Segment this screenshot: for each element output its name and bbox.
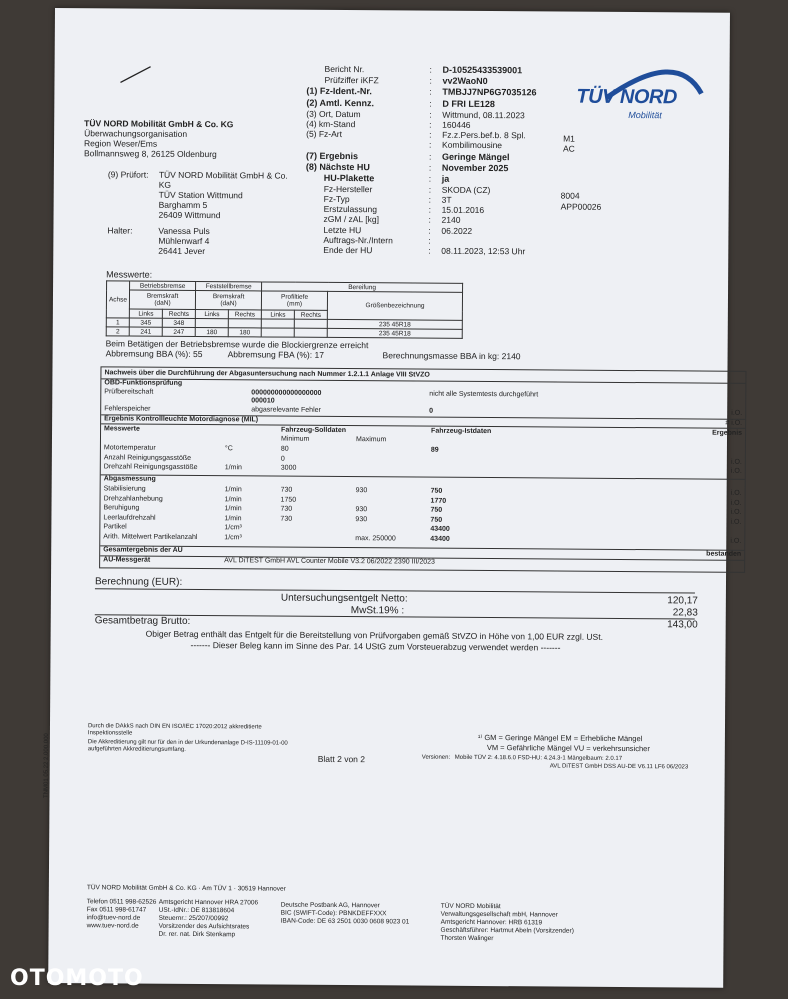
dakks-line2: Inspektionsstelle — [87, 730, 133, 737]
h-rechts: Rechts — [294, 310, 327, 319]
h-bremskraft-2: Bremskraft (daN) — [195, 290, 261, 309]
footer-org: TÜV NORD Mobilität GmbH & Co. KG · Am TÜV 1 · 30519 Hannover — [86, 884, 286, 893]
logo-arc-icon — [596, 58, 716, 104]
pb-note: nicht alle Systemtests durchgeführt — [429, 390, 539, 399]
au-messwerte: Messwerte — [104, 425, 140, 433]
report-header: Bericht Nr. : D-10525433539001 Prüfziffer iKFZ : vv2WaoN0 (1) Fz-Ident.-Nr. : TMBJJ7NP6G7035126 (2) Amtl. Kennz. : D FRI LE128 (3) Ort, Datum : Wittmund, 08.11.2023 (4) km-Stand : 160446 (5) Fz-Art : Fz.z.Pers.bef.b. 8 Spl. : Kombilimousine (7) Ergebnis : Geringe Mängel (8) Nächste HU : November 2025 HU-Plakette : ja Fz-Hersteller : SKODA (CZ) Fz-Typ : 3T Erstzulassung : 15.01.2016 zGM / zAL [kg] : 2140 Letzte HU : 06.2022 Auftrags-Nr./Intern : Ende der HU : 08.11.2023, 12:53 Uhr M1 AC 8004 APP00026 — [305, 63, 602, 257]
header-side-value: APP00026 — [560, 201, 602, 212]
au-cell-l: Drehzahlanhebung — [103, 494, 163, 503]
au-section — [99, 366, 746, 573]
h-groesse: Größenbezeichnung — [327, 291, 462, 320]
au-cell-min: 730 — [280, 486, 293, 494]
address-line: Mühlenwarf 4 — [158, 235, 210, 247]
logo-subtext: Mobilität — [628, 110, 662, 121]
h-links: Links — [195, 309, 228, 318]
au-cell-max: 930 — [355, 515, 368, 523]
footer-line: Amtsgericht Hannover: HRB 61319 — [440, 918, 543, 927]
brake-cell-achse: 2 — [106, 327, 129, 336]
brake-cell-achse: 1 — [106, 318, 129, 327]
footer-col-contact — [87, 898, 157, 930]
footer-line: Fax 0511 998-61747 — [86, 906, 147, 914]
header-value: 2140 — [441, 214, 461, 225]
brake-cell-size: 235 45R18 — [327, 328, 462, 338]
au-soll: Fahrzeug-Solldaten — [281, 426, 347, 435]
masse-value: Berechnungsmasse BBA in kg: 2140 — [382, 350, 521, 362]
footer-line: USt.-IdNr.: DE 813818604 — [158, 906, 235, 915]
address-line: Vanessa Puls — [158, 225, 210, 237]
brake-cell-pl — [261, 328, 294, 337]
dakks-line4: aufgeführten Akkreditierungsumfang. — [87, 746, 186, 753]
au-cell-max: 930 — [355, 506, 368, 514]
au-cell-u: 1/min — [224, 505, 242, 513]
au-ergebnis: Ergebnis — [712, 429, 743, 437]
au-cell-l: Arith. Mittelwert Partikelanzahl — [103, 532, 198, 541]
org-line4: Bollmannsweg 8, 26125 Oldenburg — [83, 148, 217, 160]
mil-title: Ergebnis Kontrollleuchte Motordiagnose (MIL) — [104, 415, 259, 424]
org-line2: Überwachungsorganisation — [84, 128, 188, 139]
side-code: TNM01 05.22 2.000.000 — [43, 733, 50, 798]
page-number: Blatt 2 von 2 — [317, 753, 366, 765]
au-cell-min: 3000 — [280, 464, 297, 472]
header-value: November 2025 — [441, 162, 509, 174]
au-cell-u: 1/cm³ — [224, 533, 242, 541]
header-value: 08.11.2023, 12:53 Uhr — [441, 245, 526, 257]
header-key: Bericht Nr. — [324, 63, 365, 75]
footer-line: IBAN-Code: DE 63 2501 0030 0608 9023 01 — [280, 917, 410, 926]
au-min: Minimum — [280, 435, 310, 443]
header-value: TMBJJ7NP6G7035126 — [442, 86, 537, 98]
fba-value: Abbremsung FBA (%): 17 — [227, 349, 325, 360]
header-value: SKODA (CZ) — [441, 184, 491, 196]
au-cell-result: i.O. — [730, 467, 742, 475]
header-key: HU-Plakette — [323, 172, 375, 184]
header-value: 15.01.2016 — [441, 204, 485, 216]
au-cell-l: Anzahl Reinigungsgasstöße — [103, 453, 192, 462]
pb-value: 000000000000000000 — [251, 389, 322, 397]
address-line: 26441 Jever — [158, 245, 206, 257]
brake-cell-pr — [294, 328, 327, 337]
header-value: 160446 — [442, 119, 471, 130]
header-key: (2) Amtl. Kennz. — [306, 97, 375, 109]
header-key: Auftrags-Nr./Intern — [323, 234, 393, 246]
header-key: Fz-Hersteller — [323, 183, 373, 195]
versionen-value: Mobile TÜV 2: 4.18.6.0 FSD-HU: 4.24.3-1 Mängelbaum: 2.0.17 — [454, 754, 623, 762]
header-key: (5) Fz-Art — [306, 128, 343, 140]
brake-cell-br: 348 — [162, 318, 195, 327]
address-line: TÜV NORD Mobilität GmbH & Co. — [158, 169, 288, 181]
brutto-value: 143,00 — [667, 619, 698, 631]
brake-cell-bl: 345 — [129, 318, 162, 327]
header-key: (3) Ort, Datum — [306, 108, 361, 120]
address-line: 26409 Wittmund — [158, 209, 221, 221]
h-bremskraft: Bremskraft (daN) — [129, 290, 195, 309]
h-achse: Achse — [106, 281, 129, 318]
footer-line: Deutsche Postbank AG, Hannover — [280, 901, 380, 910]
header-value: D FRI LE128 — [442, 98, 495, 110]
footer-col-bank — [281, 902, 410, 927]
header-key: Prüfziffer iKFZ — [324, 74, 379, 86]
footer-line: TÜV NORD Mobilität — [440, 902, 501, 911]
header-key: Fz-Typ — [323, 193, 350, 205]
au-cell-ist: 89 — [430, 446, 439, 454]
header-side-value: M1 — [563, 133, 575, 144]
au-cell-u: 1/min — [224, 486, 242, 494]
au-cell-u: °C — [224, 445, 233, 453]
watermark-logo: OTOMOTO — [10, 966, 144, 991]
address-line: KG — [158, 179, 172, 190]
netto-label: Untersuchungsentgelt Netto: — [280, 592, 408, 605]
cost-title: Berechnung (EUR): — [94, 576, 183, 588]
h-profil: Profiltiefe (mm) — [261, 291, 327, 310]
au-cell-min: 0 — [280, 455, 285, 463]
document-page — [43, 8, 743, 988]
pruefort-label: (9) Prüfort: — [107, 169, 149, 180]
h-rechts: Rechts — [162, 309, 195, 318]
au-cell-ist: 43400 — [430, 535, 450, 543]
brake-cell-fr — [228, 319, 261, 328]
dakks-line3: Die Akkreditierung gilt nur für den in der Urkundenanlage D-IS-11109-01-00 — [87, 739, 288, 747]
au-cell-ist: 43400 — [430, 525, 450, 533]
header-key: (1) Fz-Ident.-Nr. — [306, 85, 372, 97]
tuev-logo — [576, 85, 677, 121]
au-cell-max: max. 250000 — [355, 534, 396, 542]
brake-cell-pr — [294, 319, 327, 328]
footer-line: Telefon 0511 998-62526 — [86, 898, 157, 906]
header-value: Geringe Mängel — [441, 151, 510, 163]
au-cell-l: Beruhigung — [103, 504, 140, 512]
mil-result: # i.O. — [725, 419, 743, 427]
header-key: Letzte HU — [323, 224, 362, 236]
header-value: 3T — [441, 194, 452, 205]
au-cell-l: Leerlaufdrehzahl — [103, 513, 156, 522]
brake-cell-fr: 180 — [228, 328, 261, 337]
versionen-value2: AVL DiTEST GmbH DSS AU-DE V6.11 LF6 06/2023 — [549, 763, 689, 771]
header-value: ja — [441, 173, 450, 184]
au-cell-min: 80 — [280, 445, 289, 453]
au-cell-u: 1/min — [224, 514, 242, 522]
footer-line: Verwaltungsgesellschaft mbH, Hannover — [440, 910, 558, 919]
legend-line2: VM = Gefährliche Mängel VU = verkehrsunsicher — [486, 743, 650, 754]
au-bestanden: bestanden — [706, 550, 742, 558]
brake-cell-fl — [195, 318, 228, 327]
org-line3: Region Weser/Ems — [84, 138, 158, 149]
au-cell-ist: 1770 — [430, 497, 447, 505]
brake-cell-bl: 241 — [129, 327, 162, 336]
footer-line: Amtsgericht Hannover HRA 27006 — [158, 898, 259, 907]
h-rechts: Rechts — [228, 310, 261, 319]
fs-label: Fehlerspeicher — [104, 405, 151, 413]
header-value: Kombilimousine — [442, 139, 503, 151]
h-links: Links — [129, 309, 162, 318]
versionen-label: Versionen: — [421, 754, 451, 761]
au-cell-ist: 750 — [430, 516, 443, 524]
dakks-line1: Durch die DAkkS nach DIN EN ISO/IEC 17020:2012 akkreditierte — [87, 723, 262, 731]
au-cell-min: 1750 — [280, 496, 297, 504]
header-value: vv2WaoN0 — [442, 75, 488, 87]
au-max: Maximum — [355, 436, 387, 444]
cost-note1: Obiger Betrag enthält das Entgelt für die Bereitstellung von Prüfvorgaben gemäß StVZO in Höhe von 1,00 EUR zzgl. USt. — [145, 628, 604, 642]
header-key: (4) km-Stand — [306, 118, 356, 130]
logo-text: TÜV NORD — [576, 85, 677, 109]
header-side-value: AC — [562, 143, 575, 154]
messwerte-title: Messwerte: — [106, 269, 153, 280]
footer-line: Geschäftsführer: Hartmut Abeln (Vorsitzender) — [440, 926, 574, 935]
au-cell-u: 1/min — [224, 495, 242, 503]
au-cell-l: Drehzahl Reinigungsgasstöße — [103, 463, 198, 472]
footer-line: www.tuev-nord.de — [86, 922, 139, 930]
au-messgeraet-value: AVL DiTEST GmbH AVL Counter Mobile V3.2 06/2022 2390 III/2023 — [224, 557, 435, 566]
legend-line1: ¹⁾ GM = Geringe Mängel EM = Erhebliche Mängel — [477, 732, 643, 744]
header-key: zGM / zAL [kg] — [323, 213, 379, 225]
au-cell-result: i.O. — [730, 499, 742, 507]
h-bereifung: Bereifung — [262, 282, 463, 292]
au-cell-result: i.O. — [730, 508, 742, 516]
brake-cell-br: 247 — [162, 327, 195, 336]
au-messgeraet: AU-Messgerät — [103, 556, 151, 564]
h-fest: Feststellbremse — [196, 281, 262, 290]
brutto-label: Gesamtbetrag Brutto: — [94, 615, 191, 627]
pb-value2: 000010 — [251, 397, 275, 405]
netto-value: 120,17 — [667, 595, 698, 607]
au-cell-min: 730 — [280, 505, 293, 513]
pb-label: Prüfbereitschaft — [104, 388, 154, 396]
fs-result: i.O. — [731, 409, 743, 417]
footer-line: Vorsitzender des Aufsichtsrates — [158, 922, 250, 931]
bba-value: Abbremsung BBA (%): 55 — [105, 348, 203, 360]
blockier-note: Beim Betätigen der Betriebsbremse wurde die Blockiergrenze erreicht — [105, 338, 369, 351]
mwst-value: 22,83 — [672, 607, 698, 619]
au-cell-u: 1/cm³ — [224, 524, 242, 532]
fs-count: 0 — [429, 407, 434, 415]
h-betrieb: Betriebsbremse — [130, 281, 196, 290]
au-cell-result: i.O. — [730, 537, 742, 545]
au-cell-max: 930 — [355, 487, 368, 495]
au-cell-l: Motortemperatur — [103, 444, 156, 452]
footer-line: Thorsten Walinger — [440, 934, 494, 943]
footer-line: Steuernr.: 25/207/00992 — [158, 914, 229, 923]
header-value: Wittmund, 08.11.2023 — [442, 109, 525, 121]
pen-mark — [116, 60, 156, 90]
header-key: (7) Ergebnis — [305, 150, 359, 162]
brake-cell-size: 235 45R18 — [327, 319, 462, 329]
au-cell-l: Stabilisierung — [103, 485, 146, 493]
org-name: TÜV NORD Mobilität GmbH & Co. KG — [84, 118, 234, 130]
footer-line: BIC (SWIFT-Code): PBNKDEFFXXX — [280, 909, 387, 918]
cost-note2: ------- Dieser Beleg kann im Sinne des Par. 14 UStG zum Vorsteuerabzug verwendet werden ------- — [190, 639, 561, 653]
header-value: Fz.z.Pers.bef.b. 8 Spl. — [442, 129, 526, 141]
header-key: Erstzulassung — [323, 203, 378, 215]
address-line: Barghamm 5 — [158, 199, 208, 211]
brake-table — [106, 280, 463, 338]
au-gesamt: Gesamtergebnis der AU — [103, 546, 183, 554]
au-cell-result: i.O. — [730, 458, 742, 466]
brake-cell-fl: 180 — [195, 327, 228, 336]
mwst-label: MwSt.19% : — [350, 605, 405, 617]
obd-title: OBD-Funktionsprüfung — [104, 379, 183, 387]
au-cell-ist: 750 — [430, 487, 443, 495]
au-cell-min: 730 — [280, 515, 293, 523]
au-cell-l: Partikel — [103, 523, 127, 531]
address-line: TÜV Station Wittmund — [158, 189, 243, 201]
header-value: 06.2022 — [441, 225, 473, 236]
halter-label: Halter: — [107, 225, 133, 236]
brake-row — [106, 327, 462, 338]
footer-line: info@tuev-nord.de — [86, 914, 141, 922]
au-cell-result: i.O. — [730, 489, 742, 497]
au-ist: Fahrzeug-Istdaten — [431, 427, 492, 436]
au-title: Nachweis über die Durchführung der Abgasuntersuchung nach Nummer 1.2.1.1 Anlage VIII StVZO — [104, 369, 430, 379]
header-side-value: 8004 — [560, 190, 580, 201]
header-key: (8) Nächste HU — [305, 161, 370, 173]
footer-line: Dr. rer. nat. Dirk Stenkamp — [158, 930, 236, 939]
header-key: Ende der HU — [323, 244, 373, 256]
brake-cell-pl — [261, 319, 294, 328]
au-cell-u: 1/min — [224, 464, 242, 472]
h-links: Links — [261, 310, 294, 319]
footer-col-register — [159, 899, 259, 940]
header-value: D-10525433539001 — [442, 64, 523, 76]
footer-col-mgmt — [440, 903, 574, 944]
fs-value: abgasrelevante Fehler — [251, 406, 321, 414]
au-cell-result: i.O. — [730, 518, 742, 526]
au-cell-ist: 750 — [430, 506, 443, 514]
abgas-title: Abgasmessung — [103, 475, 156, 483]
